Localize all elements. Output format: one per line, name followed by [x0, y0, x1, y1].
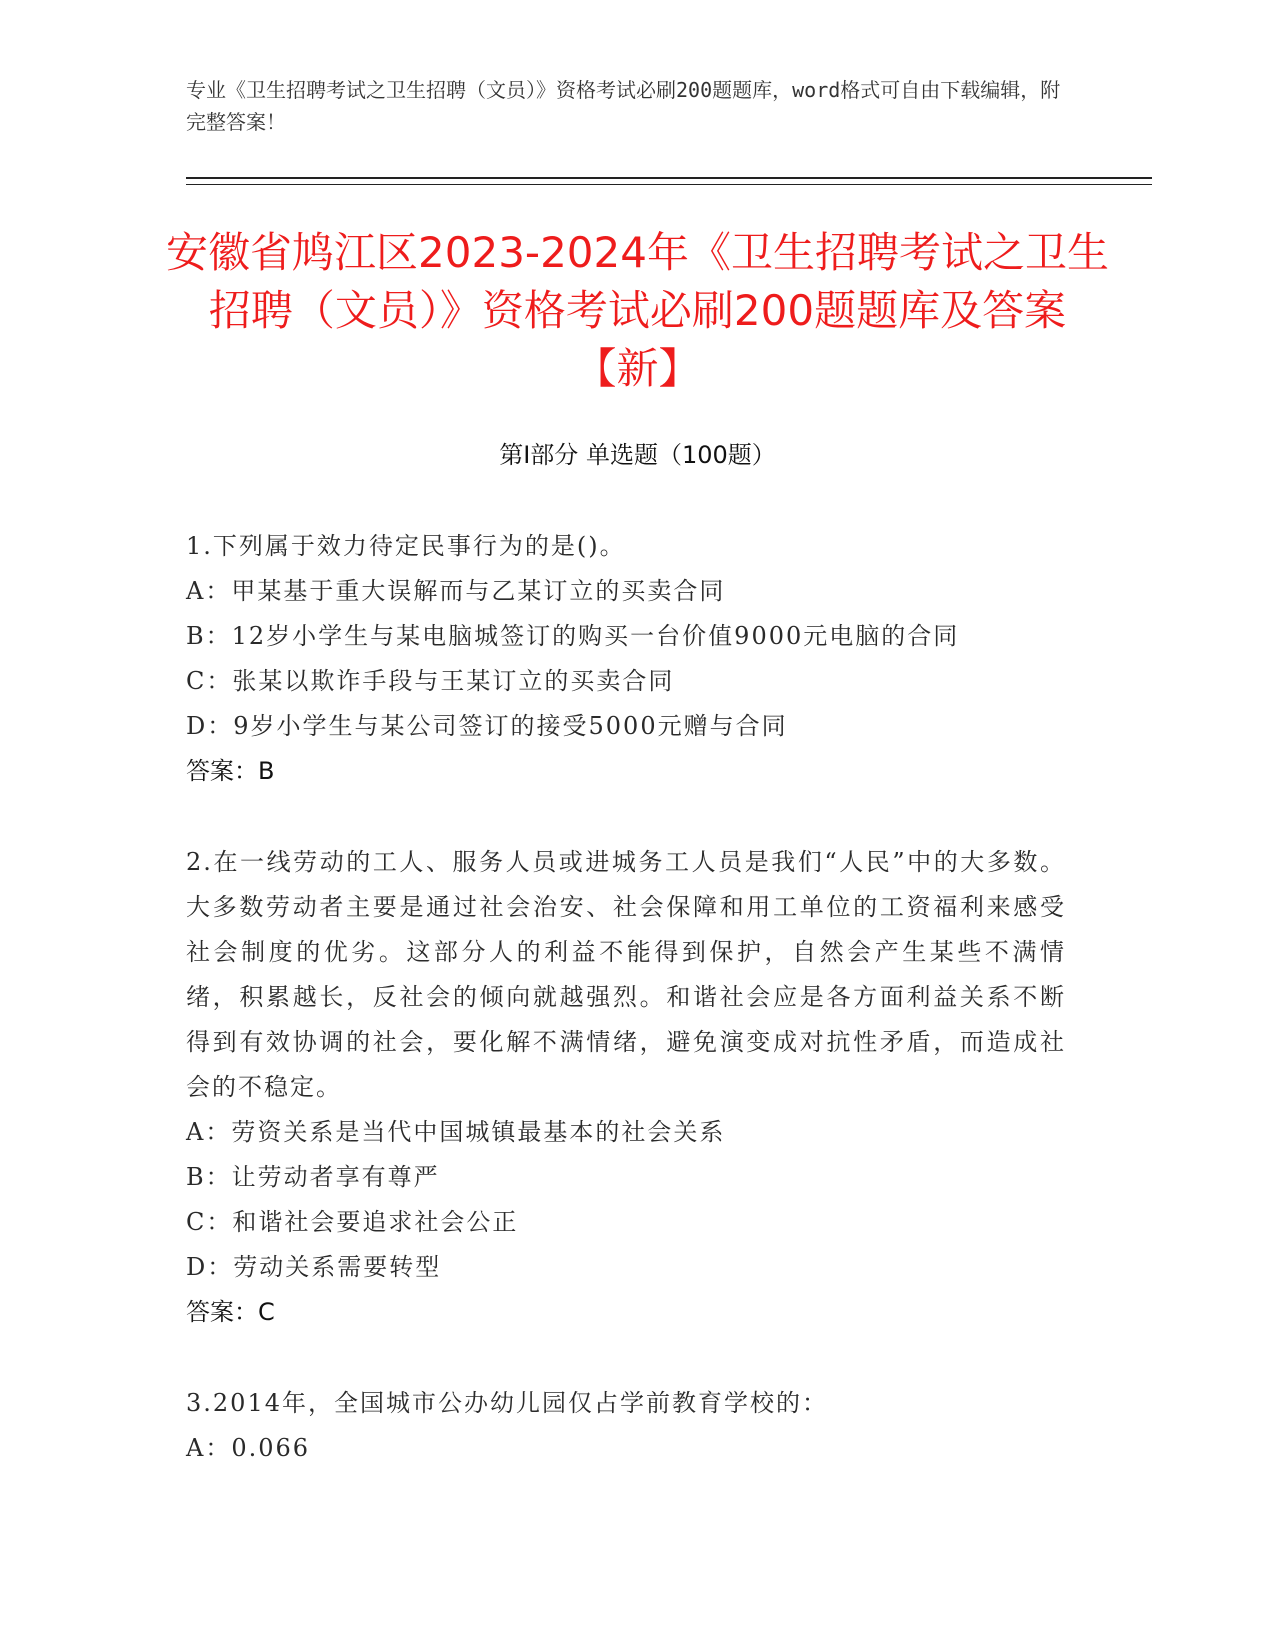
option-b: B：让劳动者享有尊严 [186, 1163, 440, 1191]
page-header-note: 专业《卫生招聘考试之卫生招聘（文员）》资格考试必刷200题题库，word格式可自由下载编辑，附完整答案！ [186, 78, 1061, 134]
option-c: C：和谐社会要追求社会公正 [186, 1208, 519, 1236]
option-a: A：甲某基于重大误解而与乙某订立的买卖合同 [186, 577, 726, 605]
question-3 [186, 1381, 1066, 1471]
header-divider-thin [186, 184, 1152, 185]
option-b: B：12岁小学生与某电脑城签订的购买一台价值9000元电脑的合同 [186, 622, 960, 650]
option-d: D：劳动关系需要转型 [186, 1253, 442, 1281]
option-d: D：9岁小学生与某公司签订的接受5000元赠与合同 [186, 712, 788, 740]
answer: 答案：B [186, 757, 275, 785]
document-title: 安徽省鸠江区2023-2024年《卫生招聘考试之卫生招聘（文员）》资格考试必刷200题题库及答案【新】 [166, 228, 1109, 393]
question-1 [186, 524, 1066, 794]
question-text: 2.在一线劳动的工人、服务人员或进城务工人员是我们“人民”中的大多数。大多数劳动者主要是通过社会治安、社会保障和用工单位的工资福利来感受社会制度的优劣。这部分人的利益不能得到保护，自然会产生某些不满情绪，积累越长，反社会的倾向就越强烈。和谐社会应是各方面利益关系不断得到有效协调的社会，要化解不满情绪，避免演变成对抗性矛盾，而造成社会的不稳定。 [186, 848, 1066, 1101]
question-list [186, 524, 1066, 1517]
section-heading: 第Ⅰ部分 单选题（100题） [499, 441, 776, 469]
question-text: 1.下列属于效力待定民事行为的是()。 [186, 532, 626, 560]
header-divider-thick [186, 177, 1152, 179]
option-a: A：劳资关系是当代中国城镇最基本的社会关系 [186, 1118, 726, 1146]
question-2 [186, 840, 1066, 1335]
question-text: 3.2014年，全国城市公办幼儿园仅占学前教育学校的： [186, 1389, 828, 1417]
option-a: A：0.066 [186, 1434, 311, 1462]
answer: 答案：C [186, 1298, 275, 1326]
option-c: C：张某以欺诈手段与王某订立的买卖合同 [186, 667, 675, 695]
